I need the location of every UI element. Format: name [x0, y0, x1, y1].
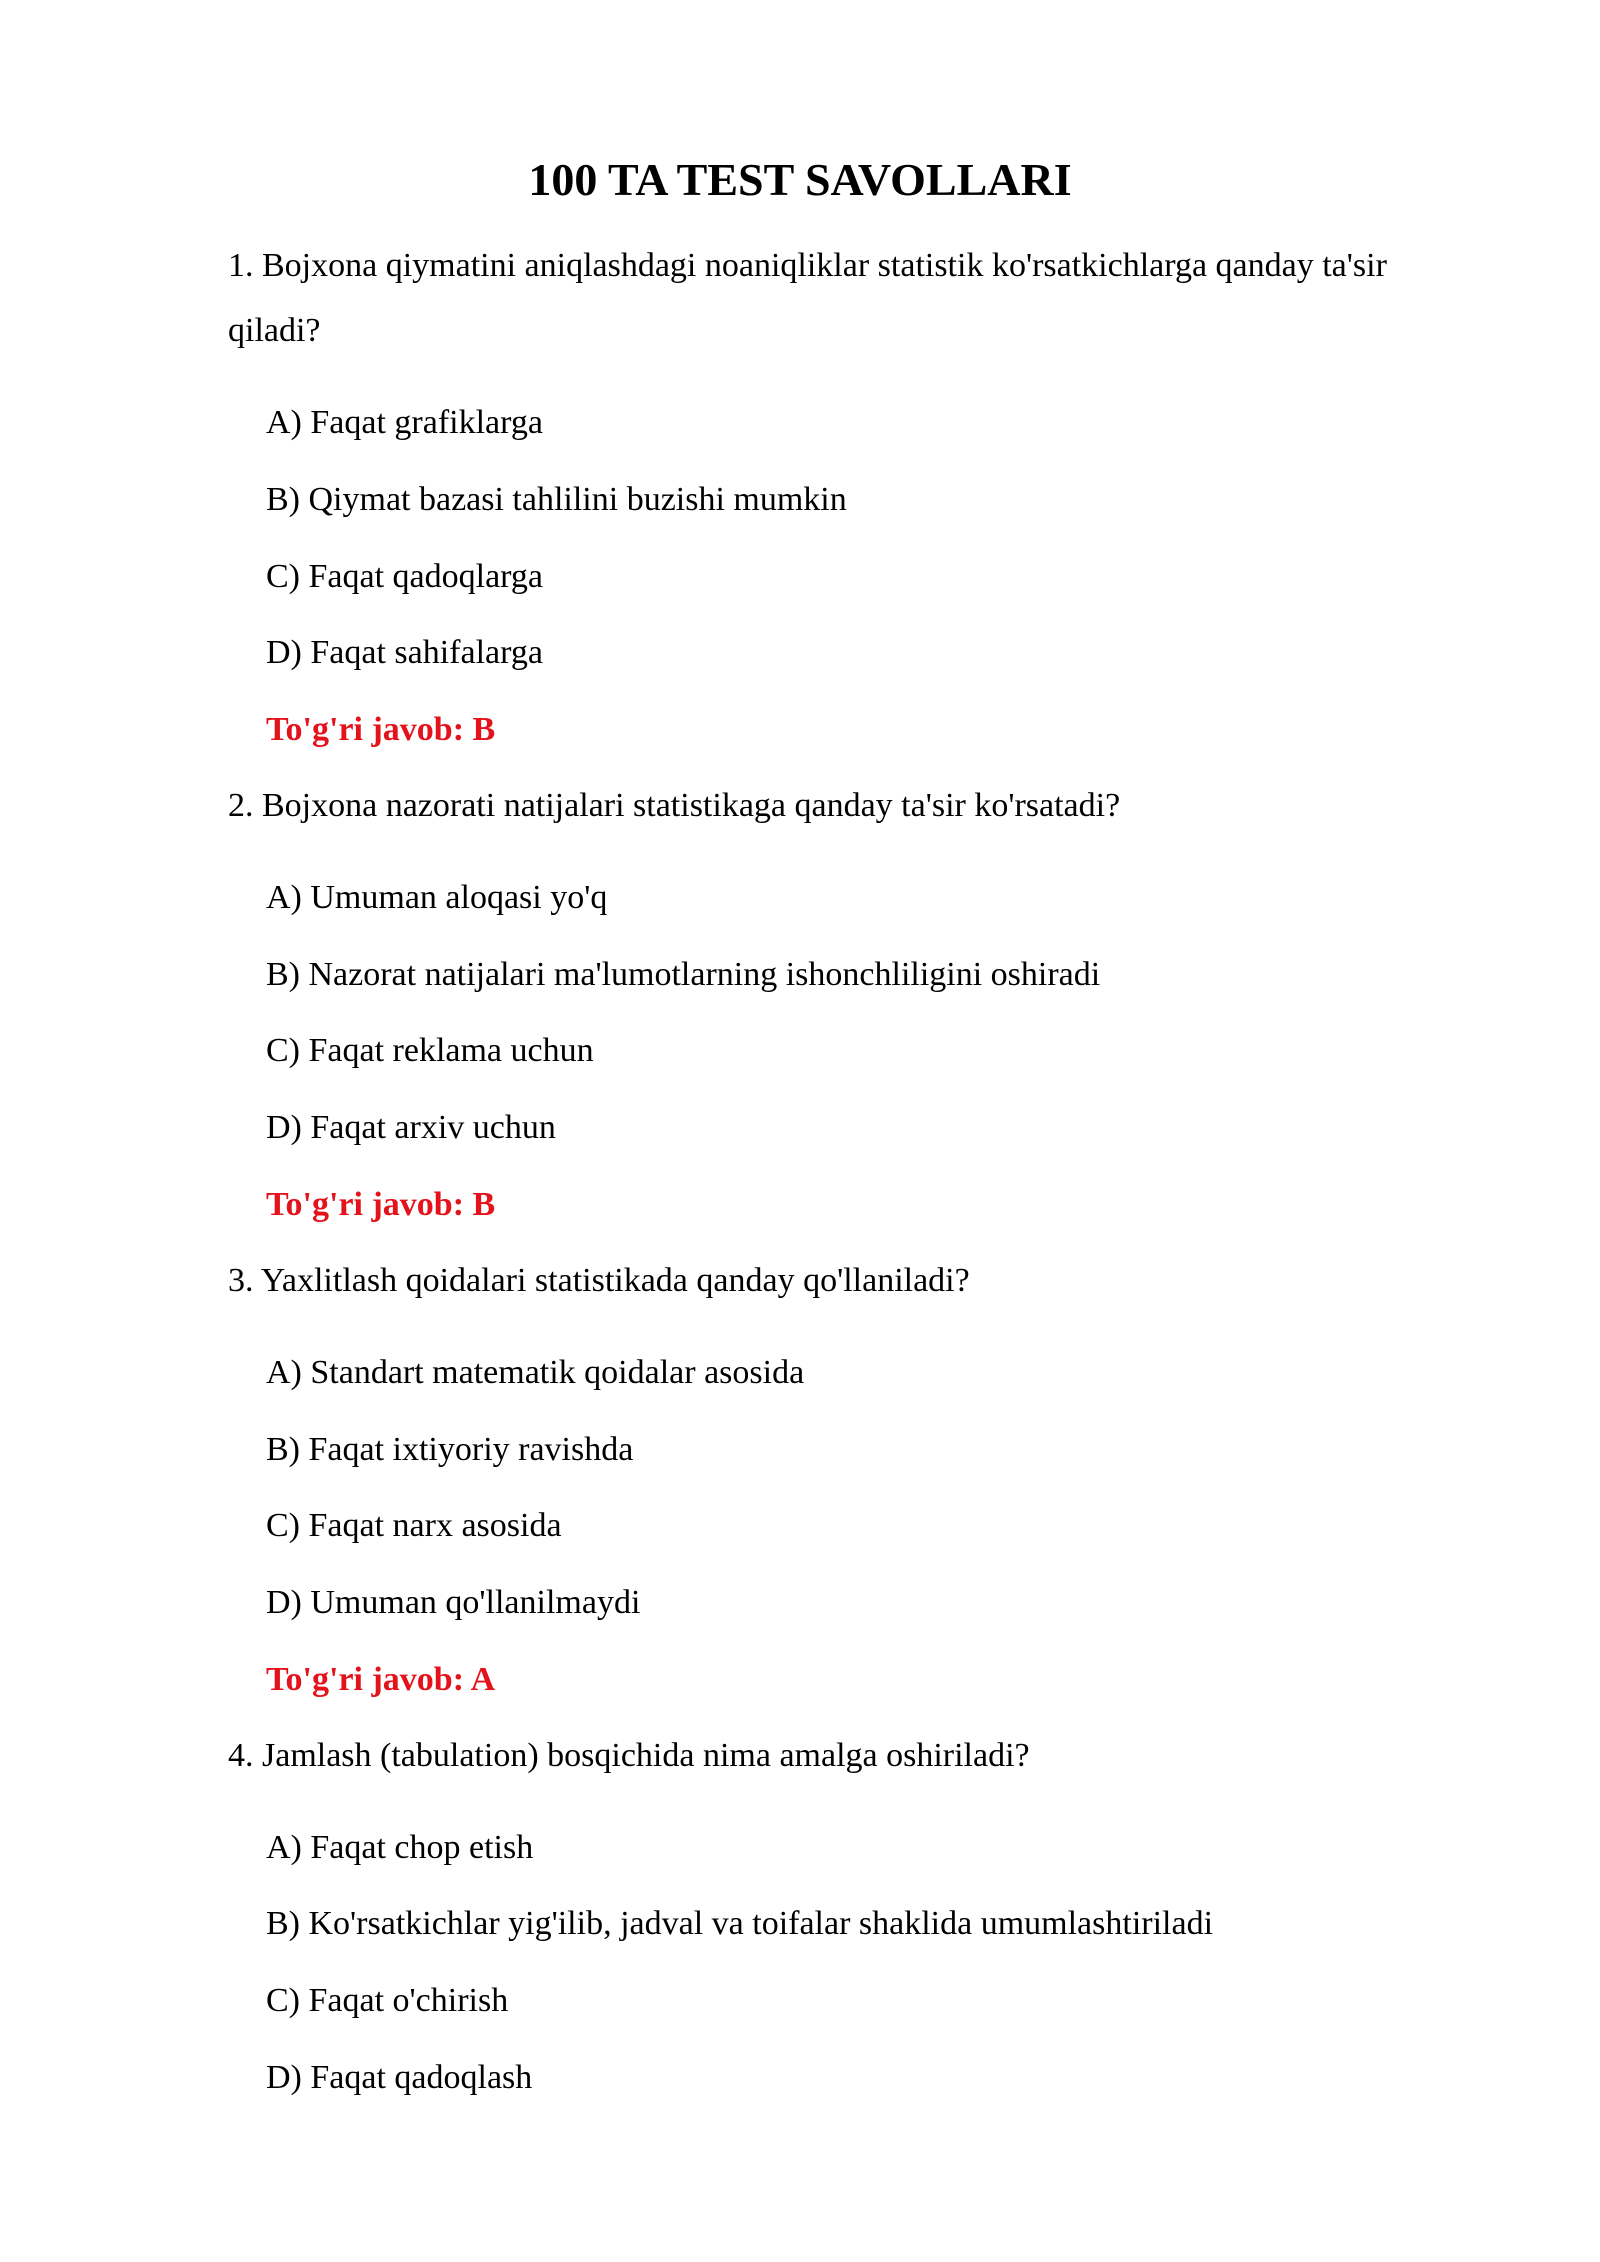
question-2-text: 2. Bojxona nazorati natijalari statistikaga qanday ta'sir ko'rsatadi? — [228, 787, 1121, 824]
question-2-option-b: B) Nazorat natijalari ma'lumotlarning ishonchliligini oshiradi — [266, 956, 1101, 993]
question-4-option-c: C) Faqat o'chirish — [266, 1982, 509, 2019]
question-1-option-c: C) Faqat qadoqlarga — [266, 558, 543, 595]
question-1-option-a: A) Faqat grafiklarga — [266, 404, 543, 441]
question-2-answer: To'g'ri javob: B — [266, 1186, 496, 1223]
question-1-option-d: D) Faqat sahifalarga — [266, 634, 543, 671]
question-3-text: 3. Yaxlitlash qoidalari statistikada qanday qo'llaniladi? — [228, 1262, 970, 1299]
question-1-answer: To'g'ri javob: B — [266, 711, 496, 748]
question-3-option-b: B) Faqat ixtiyoriy ravishda — [266, 1431, 634, 1468]
question-1-text: 1. Bojxona qiymatini aniqlashdagi noaniqliklar statistik ko'rsatkichlarga qanday ta'sir qiladi? — [228, 247, 1387, 349]
question-4-option-a: A) Faqat chop etish — [266, 1829, 534, 1866]
question-2-option-c: C) Faqat reklama uchun — [266, 1032, 594, 1069]
question-2-option-a: A) Umuman aloqasi yo'q — [266, 879, 608, 916]
question-4-text: 4. Jamlash (tabulation) bosqichida nima amalga oshiriladi? — [228, 1737, 1030, 1774]
question-3-option-c: C) Faqat narx asosida — [266, 1507, 562, 1544]
question-4-option-b: B) Ko'rsatkichlar yig'ilib, jadval va toifalar shaklida umumlashtiriladi — [266, 1905, 1214, 1942]
question-1-option-b: B) Qiymat bazasi tahlilini buzishi mumkin — [266, 481, 847, 518]
question-3-option-d: D) Umuman qo'llanilmaydi — [266, 1584, 641, 1621]
question-3-answer: To'g'ri javob: A — [266, 1661, 496, 1698]
page-title: 100 TA TEST SAVOLLARI — [528, 154, 1072, 205]
question-2-option-d: D) Faqat arxiv uchun — [266, 1109, 556, 1146]
question-4-option-d: D) Faqat qadoqlash — [266, 2059, 533, 2096]
question-3-option-a: A) Standart matematik qoidalar asosida — [266, 1354, 805, 1391]
